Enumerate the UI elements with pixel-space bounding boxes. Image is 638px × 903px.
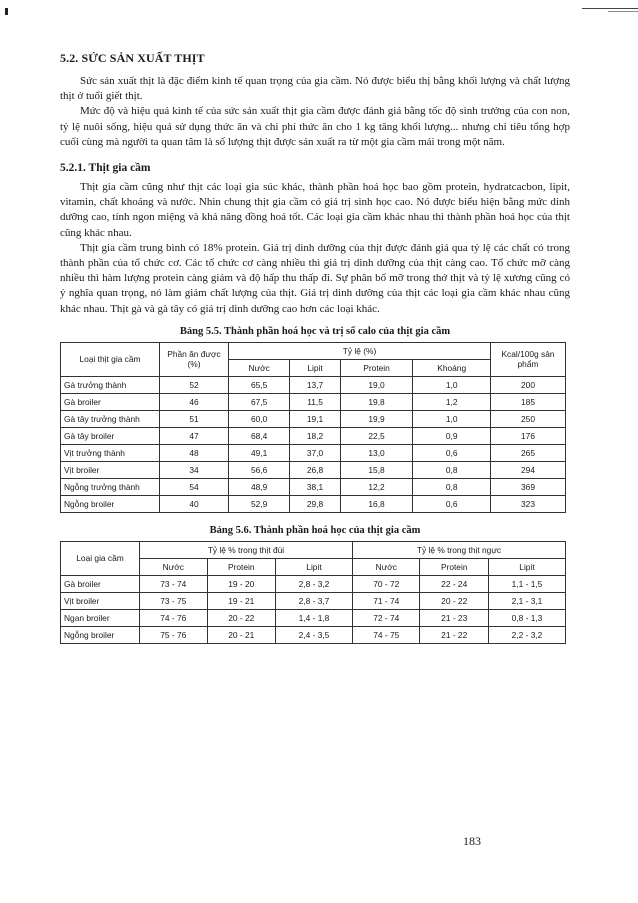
header-breast-group: Tỷ lệ % trong thịt ngực	[352, 541, 565, 558]
cell-name: Gà tây broiler	[61, 427, 160, 444]
cell-t_protein: 20 - 22	[207, 609, 275, 626]
subsection-paragraph-2: Thịt gia cầm trung bình có 18% protein. Giá trị dinh dưỡng của thịt được đánh giá qua tỷ lệ các chất có trong thành phần của tổ chức cơ. Các tổ chức cơ càng nhiều thì giá trị dinh dưỡng của thịt càng cao. Tổ chức mỡ càng nhiều thì hàm lượng protein càng giảm và độ hấp thu thấp đi. Sự phân bố mỡ trong thớ thịt và tỷ lệ xương cũng có ý nghĩa quan trọng, nó làm giảm chất lượng của thịt. Giá trị dinh dưỡng của thịt các loại gia cầm khác nhau cũng khác nhau. Thịt gà và gà tây có giá trị dinh dưỡng cao hơn các loại khác.	[60, 241, 570, 315]
cell-kcal: 185	[491, 393, 566, 410]
cell-b_protein: 20 - 22	[420, 592, 488, 609]
header-kcal: Kcal/100g sản phẩm	[491, 342, 566, 376]
page-content	[60, 38, 570, 644]
cell-kcal: 369	[491, 478, 566, 495]
intro-paragraph-2: Mức độ và hiệu quả kinh tế của sức sản xuất thịt gia cầm được đánh giá bằng tốc độ sinh trưởng của con non, tỷ lệ nuôi sống, hiệu quả sử dụng thức ăn và chi phí thức ăn cho 1 kg tăng khối lượng... nhưng chỉ tiêu tổng hợp cuối cùng mà người ta quan tâm là số lượng thịt được sản xuất ra từ một gia cầm mái trong một năm.	[60, 105, 570, 148]
header-thigh-lipit: Lipit	[275, 558, 352, 575]
cell-t_water: 73 - 74	[140, 575, 208, 592]
cell-t_protein: 20 - 21	[207, 626, 275, 643]
cell-kcal: 265	[491, 444, 566, 461]
table-row	[61, 626, 566, 643]
table-row	[61, 495, 566, 512]
cell-protein: 19,9	[340, 410, 413, 427]
cell-water: 68,4	[229, 427, 290, 444]
cell-mineral: 0,8	[413, 478, 491, 495]
cell-name: Ngỗng trưởng thành	[61, 478, 160, 495]
table-row	[61, 575, 566, 592]
cell-mineral: 0,6	[413, 495, 491, 512]
cell-lipit: 37,0	[290, 444, 340, 461]
cell-water: 56,6	[229, 461, 290, 478]
cell-lipit: 18,2	[290, 427, 340, 444]
header-ratio: Tỷ lệ (%)	[229, 342, 491, 359]
cell-name: Vịt trưởng thành	[61, 444, 160, 461]
cell-kcal: 323	[491, 495, 566, 512]
header-protein: Protein	[340, 359, 413, 376]
cell-water: 52,9	[229, 495, 290, 512]
table-5-5-caption: Bảng 5.5. Thành phần hoá học và trị số calo của thịt gia cầm	[179, 325, 451, 337]
cell-lipit: 11,5	[290, 393, 340, 410]
cell-lipit: 13,7	[290, 376, 340, 393]
cell-lipit: 38,1	[290, 478, 340, 495]
table-row	[61, 444, 566, 461]
header-lipit: Lipit	[290, 359, 340, 376]
cell-kcal: 250	[491, 410, 566, 427]
header-thigh-water: Nước	[140, 558, 208, 575]
table-5-6	[60, 541, 566, 644]
cell-kcal: 294	[491, 461, 566, 478]
header-breast-protein: Protein	[420, 558, 488, 575]
table-row	[61, 478, 566, 495]
cell-t_protein: 19 - 21	[207, 592, 275, 609]
cell-name: Ngỗng broiler	[61, 495, 160, 512]
cell-b_lipit: 1,1 - 1,5	[488, 575, 565, 592]
cell-b_water: 74 - 75	[352, 626, 420, 643]
cell-mineral: 0,8	[413, 461, 491, 478]
cell-b_water: 71 - 74	[352, 592, 420, 609]
header-breast-lipit: Lipit	[488, 558, 565, 575]
cell-name: Gà broiler	[61, 575, 140, 592]
cell-name: Vịt broiler	[61, 592, 140, 609]
table-row	[61, 461, 566, 478]
cell-water: 49,1	[229, 444, 290, 461]
header-breast-water: Nước	[352, 558, 420, 575]
cell-b_lipit: 0,8 - 1,3	[488, 609, 565, 626]
cell-edible: 52	[160, 376, 229, 393]
cell-lipit: 26,8	[290, 461, 340, 478]
cell-b_water: 70 - 72	[352, 575, 420, 592]
header-mineral: Khoáng	[413, 359, 491, 376]
cell-t_lipit: 2,8 - 3,7	[275, 592, 352, 609]
cell-t_water: 74 - 76	[140, 609, 208, 626]
header-rule	[582, 8, 638, 9]
subsection-title: 5.2.1. Thịt gia cầm	[60, 162, 151, 175]
header-rule-secondary	[608, 11, 638, 12]
header-edible-part: Phần ăn được (%)	[160, 342, 229, 376]
cell-name: Vịt broiler	[61, 461, 160, 478]
header-poultry-type: Loại gia cầm	[61, 541, 140, 575]
cell-b_protein: 21 - 23	[420, 609, 488, 626]
cell-name: Gà tây trưởng thành	[61, 410, 160, 427]
cell-protein: 19,0	[340, 376, 413, 393]
table-5-6-caption: Bảng 5.6. Thành phần hoá học của thịt gia cầm	[209, 524, 421, 536]
cell-edible: 34	[160, 461, 229, 478]
cell-b_protein: 21 - 22	[420, 626, 488, 643]
cell-water: 48,9	[229, 478, 290, 495]
cell-name: Gà broiler	[61, 393, 160, 410]
cell-edible: 51	[160, 410, 229, 427]
cell-name: Ngan broiler	[61, 609, 140, 626]
cell-lipit: 19,1	[290, 410, 340, 427]
cell-protein: 12,2	[340, 478, 413, 495]
cell-edible: 48	[160, 444, 229, 461]
table-row	[61, 393, 566, 410]
cell-protein: 15,8	[340, 461, 413, 478]
cell-water: 67,5	[229, 393, 290, 410]
table-row	[61, 592, 566, 609]
cell-b_lipit: 2,2 - 3,2	[488, 626, 565, 643]
cell-t_lipit: 2,8 - 3,2	[275, 575, 352, 592]
cell-protein: 19,8	[340, 393, 413, 410]
cell-b_protein: 22 - 24	[420, 575, 488, 592]
cell-edible: 46	[160, 393, 229, 410]
table-row	[61, 376, 566, 393]
table-5-5	[60, 342, 566, 513]
cell-mineral: 0,9	[413, 427, 491, 444]
table-row	[61, 427, 566, 444]
cell-mineral: 0,6	[413, 444, 491, 461]
cell-t_water: 73 - 75	[140, 592, 208, 609]
table-row	[61, 609, 566, 626]
cell-mineral: 1,0	[413, 376, 491, 393]
cell-t_lipit: 1,4 - 1,8	[275, 609, 352, 626]
cell-mineral: 1,2	[413, 393, 491, 410]
cell-mineral: 1,0	[413, 410, 491, 427]
scan-mark	[5, 8, 8, 15]
cell-b_water: 72 - 74	[352, 609, 420, 626]
cell-b_lipit: 2,1 - 3,1	[488, 592, 565, 609]
section-title: 5.2. SỨC SẢN XUẤT THỊT	[60, 51, 205, 65]
cell-protein: 13,0	[340, 444, 413, 461]
cell-edible: 40	[160, 495, 229, 512]
cell-name: Ngỗng broiler	[61, 626, 140, 643]
cell-protein: 16,8	[340, 495, 413, 512]
cell-edible: 47	[160, 427, 229, 444]
cell-kcal: 176	[491, 427, 566, 444]
intro-paragraph-1: Sức sản xuất thịt là đặc điểm kinh tế quan trọng của gia cầm. Nó được biểu thị bằng khối lượng và chất lượng thịt ở tuổi giết thịt.	[60, 75, 570, 103]
header-water: Nước	[229, 359, 290, 376]
subsection-paragraph-1: Thịt gia cầm cũng như thịt các loại gia súc khác, thành phần hoá học bao gồm protein, hydratcacbon, lipit, vitamin, chất khoáng và nước. Nhìn chung thịt gia cầm có giá trị sinh học cao. Nó được biểu hiện bằng mức dinh dưỡng cao, tính ngon miệng và khả năng đồng hoá tốt. Các loại gia cầm khác nhau thì thành phần hoá học của thịt cũng khác nhau.	[60, 181, 570, 239]
header-thigh-group: Tỷ lệ % trong thịt đùi	[140, 541, 353, 558]
cell-edible: 54	[160, 478, 229, 495]
cell-lipit: 29,8	[290, 495, 340, 512]
header-thigh-protein: Protein	[207, 558, 275, 575]
cell-protein: 22,5	[340, 427, 413, 444]
page-number: 183	[463, 834, 481, 848]
cell-kcal: 200	[491, 376, 566, 393]
table-row	[61, 410, 566, 427]
cell-t_lipit: 2,4 - 3,5	[275, 626, 352, 643]
cell-t_protein: 19 - 20	[207, 575, 275, 592]
cell-water: 65,5	[229, 376, 290, 393]
cell-t_water: 75 - 76	[140, 626, 208, 643]
cell-water: 60,0	[229, 410, 290, 427]
cell-name: Gà trưởng thành	[61, 376, 160, 393]
header-meat-type: Loại thịt gia cầm	[61, 342, 160, 376]
